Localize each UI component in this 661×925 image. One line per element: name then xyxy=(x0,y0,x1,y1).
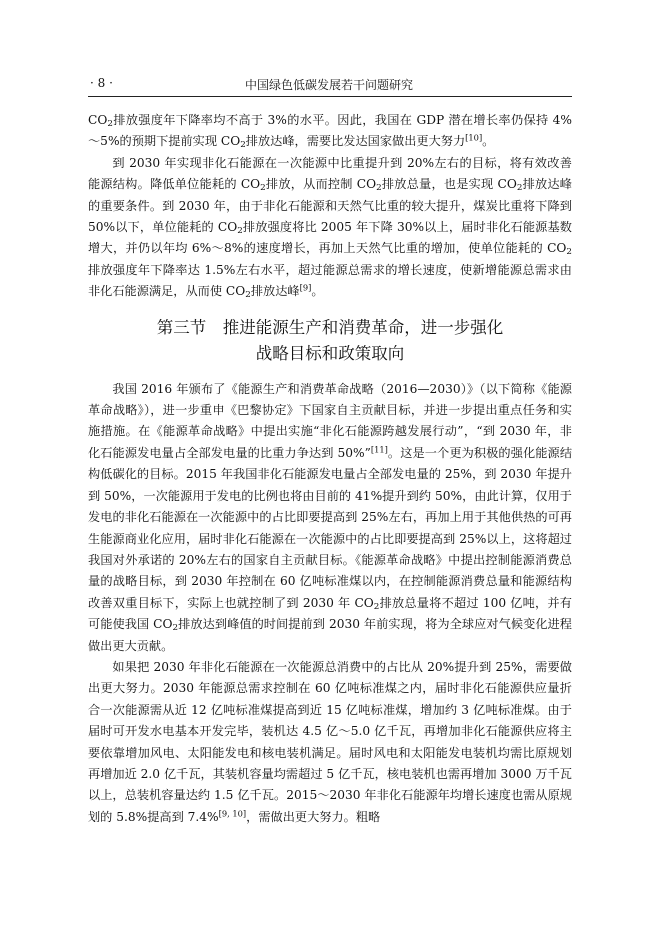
subscript: 2 xyxy=(566,247,572,258)
paragraph xyxy=(88,379,572,657)
citation-superscript: [9, 10] xyxy=(218,808,247,819)
section-title-line-1: 第三节 推进能源生产和消费革命，进一步强化 xyxy=(156,317,504,337)
subscript: 2 xyxy=(373,601,380,612)
text-run: 排放达峰的重要条件。到 2030 年，由于非化石能源和天然气比重的较大提升，煤炭比重将下降到 50%以下，单位能耗的 CO xyxy=(88,177,572,235)
text-run: 。 xyxy=(311,284,324,299)
text-run: 排放达到峰值的时间提前到 2030 年前实现，将为全球应对气候变化进程做出更大贡献。 xyxy=(88,617,572,653)
citation-superscript: [11] xyxy=(370,444,388,455)
text-run: CO xyxy=(88,113,108,127)
citation-superscript: [10] xyxy=(465,132,483,143)
paragraph xyxy=(88,657,572,828)
text-run: 。这是一个更为积极的强化能源结构低碳化的目标。2015 年我国非化石能源发电量占全部发电量的 25%，到 2030 年提升到 50%，一次能源用于发电的比例也将由目前的 41%提升到约 50%，由此计算，仅用于发电的非化石能源在一次能源中的占比即要提高到 25%左右，再加上用于其他供热的可再生能源商业化应用，届时非化石能源在一次能源中的占比即要提高到 25%以上，这将超过我国对外承诺的 20%左右的国家自主贡献目标。《能源革命战略》中提出控制能源消费总量的战略目标，到 2030 年控制在 60 亿吨标准煤以内，在控制能源消费总量和能源结构改善双重目标下，实际上也就控制了到 2030 年 CO xyxy=(88,445,573,610)
text-run: 我国 2016 年颁布了《能源生产和消费革命战略（2016—2030）》（以下简称《能源革命战略》），进一步重申《巴黎协定》下国家自主贡献目标，并进一步提出重点任务和实施措施。在《能源革命战略》中提出实施“非化石能源跨越发展行动”，“到 2030 年，非化石能源发电量占全部发电量的比重力争达到 50%” xyxy=(88,381,572,460)
paragraph xyxy=(88,110,572,153)
subscript: 2 xyxy=(260,183,266,194)
text-run: 排放总量将不超过 100 亿吨，并有可能使我国 CO xyxy=(88,595,572,632)
paragraph-group-bottom xyxy=(88,379,572,829)
running-title: 中国绿色低碳发展若干问题研究 xyxy=(244,78,413,92)
running-header xyxy=(90,72,568,94)
text-run: 排放强度年下降率达 1.5%左右水平，超过能源总需求的增长速度，使新增能源总需求由非化石能源满足，从而使 CO xyxy=(88,262,572,299)
header-rule xyxy=(88,96,572,97)
paragraph-group-top xyxy=(88,110,572,303)
text-run: 排放达峰 xyxy=(250,284,300,299)
text-run: 排放强度年下降率均不高于 3%的水平。因此，我国在 GDP 潜在增长率仍保持 4%～5%的预期下提前实现 CO xyxy=(88,113,572,149)
subscript: 2 xyxy=(376,183,382,194)
subscript: 2 xyxy=(237,226,243,237)
text-run: 排放总量，也是实现 CO xyxy=(381,177,517,192)
subscript: 2 xyxy=(107,119,113,130)
subscript: 2 xyxy=(172,623,179,634)
page-number: · 8 · xyxy=(90,76,113,90)
subscript: 2 xyxy=(245,290,251,301)
text-run: 排放强度将比 2005 年下降 30%以上，届时非化石能源基数增大，并仍以年均 6%～8%的速度增长，再加上天然气比重的增加，使单位能耗的 CO xyxy=(88,220,572,256)
body-text xyxy=(88,110,572,828)
text-run: ，需做出更大努力。粗略 xyxy=(246,809,381,824)
citation-superscript: [9] xyxy=(299,282,312,293)
paragraph xyxy=(88,153,572,303)
section-title-line-2: 战略目标和政策取向 xyxy=(255,343,405,363)
text-run: 。 xyxy=(482,134,495,149)
text-run: 排放，从而控制 CO xyxy=(265,177,377,192)
subscript: 2 xyxy=(516,183,523,194)
subscript: 2 xyxy=(240,140,246,151)
section-title xyxy=(88,315,572,367)
text-run: 排放达峰，需要比发达国家做出更大努力 xyxy=(245,134,466,149)
text-run: 到 2030 年实现非化石能源在一次能源中比重提升到 20%左右的目标，将有效改善能源结构。降低单位能耗的 CO xyxy=(88,155,572,192)
text-run: 如果把 2030 年非化石能源在一次能源总消费中的占比从 20%提升到 25%，需要做出更大努力。2030 年能源总需求控制在 60 亿吨标准煤之内，届时非化石能源供应量折合一次能源需从近 12 亿吨标准煤提高到近 15 亿吨标准煤，增加约 3 亿吨标准煤。由于届时可开发水电基本开发完毕，装机达 4.5 亿～5.0 亿千瓦，再增加非化石能源供应将主要依靠增加风电、太阳能发电和核电装机满足。届时风电和太阳能发电装机均需比原规划再增加近 2.0 亿千瓦，其装机容量均需超过 5 亿千瓦，核电装机也需再增加 3000 万千瓦以上，总装机容量达约 1.5 亿千瓦。2015～2030 年非化石能源年均增长速度也需从原规划的 5.8%提高到 7.4% xyxy=(88,659,572,824)
